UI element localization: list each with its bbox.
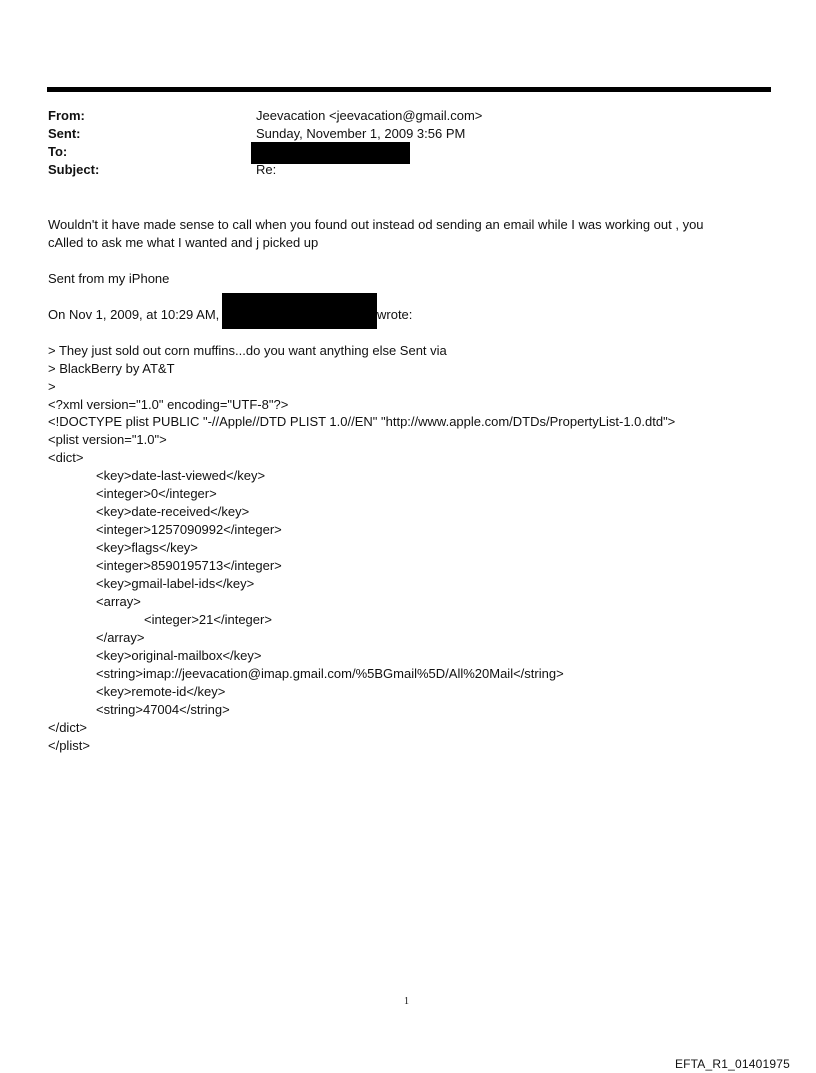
quoted-line: > BlackBerry by AT&T <box>48 361 175 376</box>
to-redaction <box>251 142 410 164</box>
quoted-line: <string>47004</string> <box>96 702 230 717</box>
page-number: 1 <box>404 996 409 1007</box>
quoted-line: <key>date-received</key> <box>96 504 250 519</box>
quoted-line: <!DOCTYPE plist PUBLIC "-//Apple//DTD PLIST 1.0//EN" "http://www.apple.com/DTDs/PropertyList-1.0.dtd"> <box>48 414 676 429</box>
quoted-line: <integer>8590195713</integer> <box>96 558 282 573</box>
quoted-line: <dict> <box>48 450 84 465</box>
reply-suffix: wrote: <box>377 307 413 322</box>
subject-value: Re: <box>256 162 277 177</box>
quoted-line: <key>gmail-label-ids</key> <box>96 576 255 591</box>
sender-redaction <box>222 293 377 329</box>
body-line-2: cAlled to ask me what I wanted and j picked up <box>48 235 319 250</box>
subject-label: Subject: <box>48 162 100 177</box>
quoted-line: <string>imap://jeevacation@imap.gmail.com/%5BGmail%5D/All%20Mail</string> <box>96 666 564 681</box>
quoted-line: <key>remote-id</key> <box>96 684 226 699</box>
sent-label: Sent: <box>48 126 81 141</box>
quoted-line: <plist version="1.0"> <box>48 432 167 447</box>
quoted-line: <?xml version="1.0" encoding="UTF-8"?> <box>48 397 289 412</box>
body-line-1: Wouldn't it have made sense to call when you found out instead od sending an email while I was working out , you <box>48 217 704 232</box>
to-label: To: <box>48 144 68 159</box>
from-label: From: <box>48 108 85 123</box>
quoted-line: > <box>48 379 56 394</box>
quoted-line: </plist> <box>48 738 90 753</box>
quoted-line: </dict> <box>48 720 88 735</box>
quoted-line: <integer>0</integer> <box>96 486 217 501</box>
quoted-line: <key>flags</key> <box>96 540 198 555</box>
document-id: EFTA_R1_01401975 <box>674 1057 790 1071</box>
quoted-line: <array> <box>96 594 141 609</box>
quoted-line: <integer>1257090992</integer> <box>96 522 282 537</box>
quoted-line: <key>original-mailbox</key> <box>96 648 262 663</box>
quoted-line: > They just sold out corn muffins...do you want anything else Sent via <box>48 343 447 358</box>
reply-prefix: On Nov 1, 2009, at 10:29 AM, <box>48 307 220 322</box>
quoted-line: <key>date-last-viewed</key> <box>96 468 266 483</box>
sent-value: Sunday, November 1, 2009 3:56 PM <box>256 126 466 141</box>
quoted-line: </array> <box>96 630 145 645</box>
signature-line: Sent from my iPhone <box>48 271 170 286</box>
quoted-line: <integer>21</integer> <box>144 612 272 627</box>
from-value: Jeevacation <jeevacation@gmail.com> <box>256 108 483 123</box>
header-rule <box>47 87 771 92</box>
